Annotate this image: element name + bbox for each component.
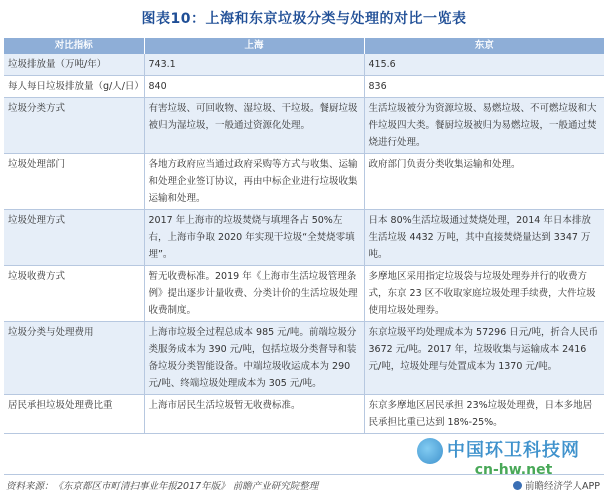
shanghai-cell: 743.1 (144, 54, 364, 76)
header-shanghai: 上海 (144, 38, 364, 54)
header-tokyo: 东京 (364, 38, 604, 54)
table-row (4, 210, 604, 266)
brand-logo-icon (513, 481, 522, 490)
table-row (4, 322, 604, 395)
shanghai-cell: 有害垃圾、可回收物、湿垃圾、干垃圾。餐厨垃圾被归为湿垃圾，一般通过资源化处理。 (144, 98, 364, 154)
row-label: 垃圾分类方式 (4, 98, 144, 154)
footer-divider (4, 474, 604, 475)
shanghai-cell: 上海市垃圾全过程总成本 985 元/吨。前端垃圾分类服务成本为 390 元/吨，包括垃圾分类督导和装备垃圾分类智能设备。中端垃圾收运成本为 290 元/吨、终端垃圾处理成本为 305 元/吨。 (144, 322, 364, 395)
tokyo-cell: 东京垃圾平均处理成本为 57296 日元/吨，折合人民币 3672 元/吨。2017 年，垃圾收集与运输成本 2416 元/吨，垃圾处理与处置成本为 1370 元/吨。 (364, 322, 604, 395)
tokyo-cell: 日本 80%生活垃圾通过焚烧处理，2014 年日本排放生活垃圾 4432 万吨，其中直接焚烧量达到 3347 万吨。 (364, 210, 604, 266)
row-label: 垃圾分类与处理费用 (4, 322, 144, 395)
tokyo-cell: 政府部门负责分类收集运输和处理。 (364, 154, 604, 210)
tokyo-cell: 东京多摩地区居民承担 23%垃圾处理费，日本多地居民承担比重已达到 18%-25%。 (364, 395, 604, 434)
table-row (4, 54, 604, 76)
table-header-row (4, 38, 604, 54)
shanghai-cell: 2017 年上海市的垃圾焚烧与填埋各占 50%左右，上海市争取 2020 年实现干垃圾“全焚烧零填埋”。 (144, 210, 364, 266)
row-label: 垃圾处理部门 (4, 154, 144, 210)
shanghai-cell: 上海市居民生活垃圾暂无收费标准。 (144, 395, 364, 434)
table-row (4, 98, 604, 154)
brand-credit (513, 478, 600, 492)
row-label: 垃圾收费方式 (4, 266, 144, 322)
table-row (4, 76, 604, 98)
table-row (4, 266, 604, 322)
shanghai-cell: 暂无收费标准。2019 年《上海市生活垃圾管理条例》提出逐步计量收费、分类计价的生活垃圾处理收费制度。 (144, 266, 364, 322)
table-row (4, 395, 604, 434)
row-label: 居民承担垃圾处理费比重 (4, 395, 144, 434)
shanghai-cell: 各地方政府应当通过政府采购等方式与收集、运输和处理企业签订协议，再由中标企业进行垃圾收集运输和处理。 (144, 154, 364, 210)
row-label: 每人每日垃圾排放量（g/人/日） (4, 76, 144, 98)
tokyo-cell: 多摩地区采用指定垃圾袋与垃圾处理券并行的收费方式，东京 23 区不收取家庭垃圾处理手续费，大件垃圾使用垃圾处理券。 (364, 266, 604, 322)
tokyo-cell: 415.6 (364, 54, 604, 76)
watermark-logo-icon (417, 438, 443, 464)
tokyo-cell: 生活垃圾被分为资源垃圾、易燃垃圾、不可燃垃圾和大件垃圾四大类。餐厨垃圾被归为易燃垃圾，一般通过焚烧进行处理。 (364, 98, 604, 154)
watermark (447, 436, 580, 478)
watermark-name: 中国环卫科技网 (447, 440, 580, 461)
row-label: 垃圾排放量（万吨/年） (4, 54, 144, 76)
row-label: 垃圾处理方式 (4, 210, 144, 266)
header-indicator: 对比指标 (4, 38, 144, 54)
comparison-table (4, 38, 604, 434)
brand-name: 前瞻经济学人APP (525, 481, 600, 492)
watermark-url: cn-hw.net (474, 462, 553, 478)
shanghai-cell: 840 (144, 76, 364, 98)
tokyo-cell: 836 (364, 76, 604, 98)
source-note: 资料来源：《东京都区市町清扫事业年报2017年版》 前瞻产业研究院整理 (6, 481, 319, 492)
page-title: 图表10：上海和东京垃圾分类与处理的对比一览表 (141, 11, 467, 27)
table-row (4, 154, 604, 210)
